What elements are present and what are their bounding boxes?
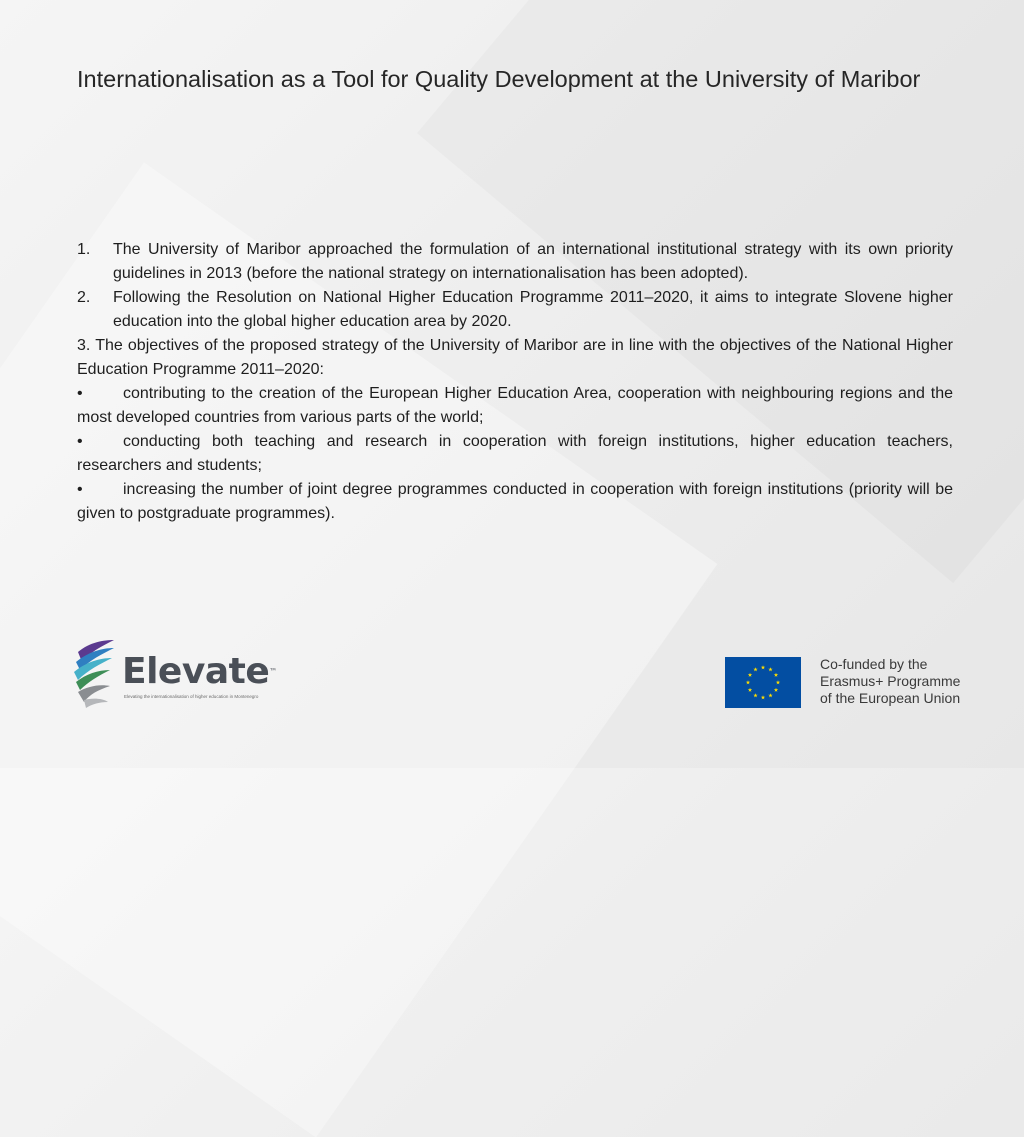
numbered-item-2 — [77, 286, 953, 334]
elevate-tagline: Elevating the internationalisation of higher education in Montenegro — [124, 694, 259, 699]
numbered-item-1 — [77, 238, 953, 286]
bullet-text: increasing the number of joint degree programmes conducted in cooperation with foreign institutions (priority will be given to postgraduate programmes). — [77, 481, 953, 522]
elevate-wordmark: Elevate™ — [122, 651, 277, 692]
item-number: 2. — [77, 289, 91, 306]
bullet-item-2 — [77, 430, 953, 478]
bullet-item-3 — [77, 478, 953, 526]
eu-flag-icon — [725, 657, 801, 708]
bullet-text: contributing to the creation of the European Higher Education Area, cooperation with neighbouring regions and the most developed countries from various parts of the world; — [77, 385, 953, 426]
bullet-marker: • — [77, 385, 83, 402]
numbered-item-3: 3. The objectives of the proposed strategy of the University of Maribor are in line with the objectives of the National Higher Education Programme 2011–2020: — [77, 337, 953, 378]
item-number: 1. — [77, 241, 91, 258]
bullet-item-1 — [77, 382, 953, 430]
bullet-marker: • — [77, 481, 83, 498]
erasmus-cofunding-text: Co-funded by the Erasmus+ Programme of the European Union — [820, 656, 961, 706]
elevate-logo — [70, 638, 277, 710]
bullet-text: conducting both teaching and research in cooperation with foreign institutions, higher education teachers, researchers and students; — [77, 433, 953, 474]
slide-body — [77, 238, 953, 526]
item-text: Following the Resolution on National Higher Education Programme 2011–2020, it aims to integrate Slovene higher education into the global higher education area by 2020. — [113, 289, 953, 330]
bullet-marker: • — [77, 433, 83, 450]
slide-title: Internationalisation as a Tool for Quality Development at the University of Maribor — [77, 66, 921, 92]
item-text: The University of Maribor approached the formulation of an international institutional strategy with its own priority guidelines in 2013 (before the national strategy on internationalisation has been adopted). — [113, 241, 953, 282]
elevate-swirl-icon — [70, 638, 120, 710]
